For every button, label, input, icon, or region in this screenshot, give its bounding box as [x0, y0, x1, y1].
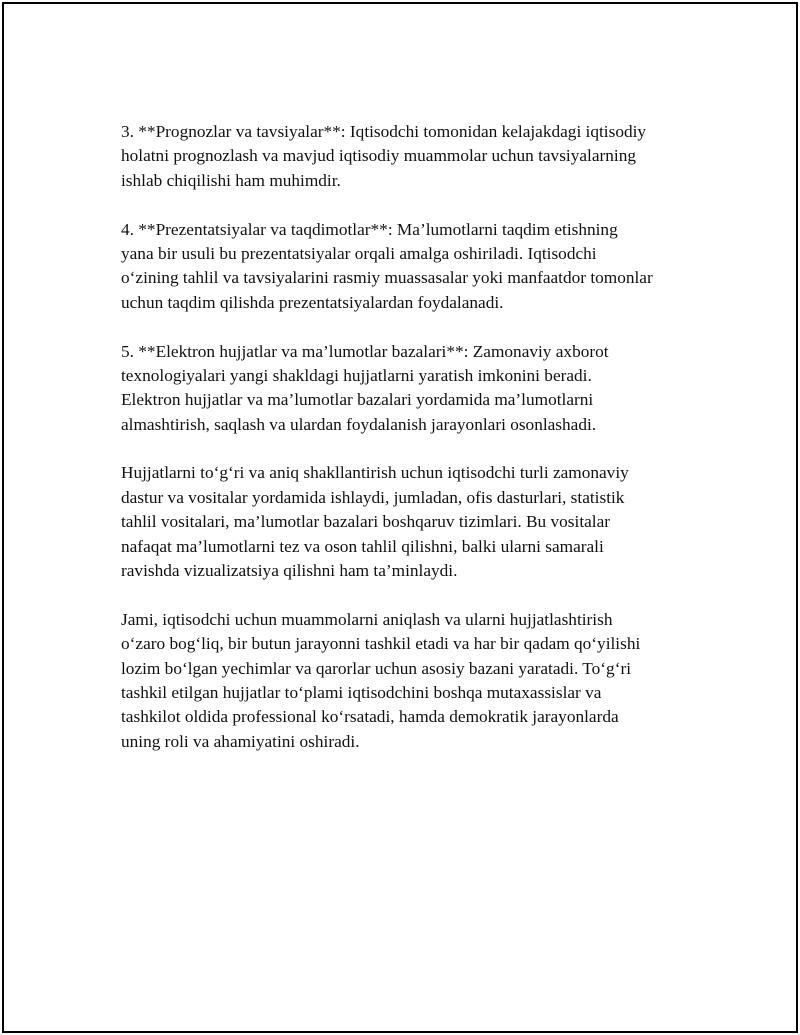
- document-body: [121, 120, 721, 779]
- text-line: ravishda vizualizatsiya qilishni ham ta’minlaydi.: [121, 561, 458, 581]
- text-line: tashkilot oldida professional ko‘rsatadi, hamda demokratik jarayonlarda: [121, 707, 619, 727]
- paragraph-forecasts: [121, 120, 721, 193]
- paragraph-electronic-documents: [121, 340, 721, 438]
- text-line: nafaqat ma’lumotlarni tez va oson tahlil qilishni, balki ularni samarali: [121, 536, 604, 556]
- text-line: Jami, iqtisodchi uchun muammolarni aniqlash va ularni hujjatlashtirish: [121, 609, 613, 629]
- text-line: tahlil vositalari, ma’lumotlar bazalari boshqaruv tizimlari. Bu vositalar: [121, 512, 611, 532]
- text-line: almashtirish, saqlash va ulardan foydalanish jarayonlari osonlashadi.: [121, 414, 597, 434]
- text-line: tashkil etilgan hujjatlar to‘plami iqtisodchini boshqa mutaxassislar va: [121, 682, 602, 702]
- text-line: yana bir usuli bu prezentatsiyalar orqali amalga oshiriladi. Iqtisodchi: [121, 243, 597, 263]
- paragraph-tools: [121, 461, 721, 583]
- text-line: Hujjatlarni to‘g‘ri va aniq shakllantirish uchun iqtisodchi turli zamonaviy: [121, 463, 629, 483]
- text-line: dastur va vositalar yordamida ishlaydi, jumladan, ofis dasturlari, statistik: [121, 487, 625, 507]
- text-line: Elektron hujjatlar va ma’lumotlar bazalari yordamida ma’lumotlarni: [121, 390, 594, 410]
- text-line: texnologiyalari yangi shakldagi hujjatlarni yaratish imkonini beradi.: [121, 365, 592, 385]
- text-line: uning roli va ahamiyatini oshiradi.: [121, 731, 360, 751]
- text-line: 4. **Prezentatsiyalar va taqdimotlar**: Ma’lumotlarni taqdim etishning: [121, 219, 618, 239]
- text-line: lozim bo‘lgan yechimlar va qarorlar uchun asosiy bazani yaratadi. To‘g‘ri: [121, 658, 631, 678]
- text-line: uchun taqdim qilishda prezentatsiyalardan foydalanadi.: [121, 292, 504, 312]
- page-border: [2, 2, 798, 1033]
- text-line: o‘zaro bog‘liq, bir butun jarayonni tashkil etadi va har bir qadam qo‘yilishi: [121, 634, 641, 654]
- paragraph-conclusion: [121, 608, 721, 754]
- text-line: ishlab chiqilishi ham muhimdir.: [121, 170, 341, 190]
- text-line: holatni prognozlash va mavjud iqtisodiy muammolar uchun tavsiyalarning: [121, 146, 636, 166]
- paragraph-presentations: [121, 218, 721, 316]
- text-line: 3. **Prognozlar va tavsiyalar**: Iqtisodchi tomonidan kelajakdagi iqtisodiy: [121, 122, 647, 141]
- text-line: 5. **Elektron hujjatlar va ma’lumotlar bazalari**: Zamonaviy axborot: [121, 341, 609, 361]
- text-line: o‘zining tahlil va tavsiyalarini rasmiy muassasalar yoki manfaatdor tomonlar: [121, 268, 653, 288]
